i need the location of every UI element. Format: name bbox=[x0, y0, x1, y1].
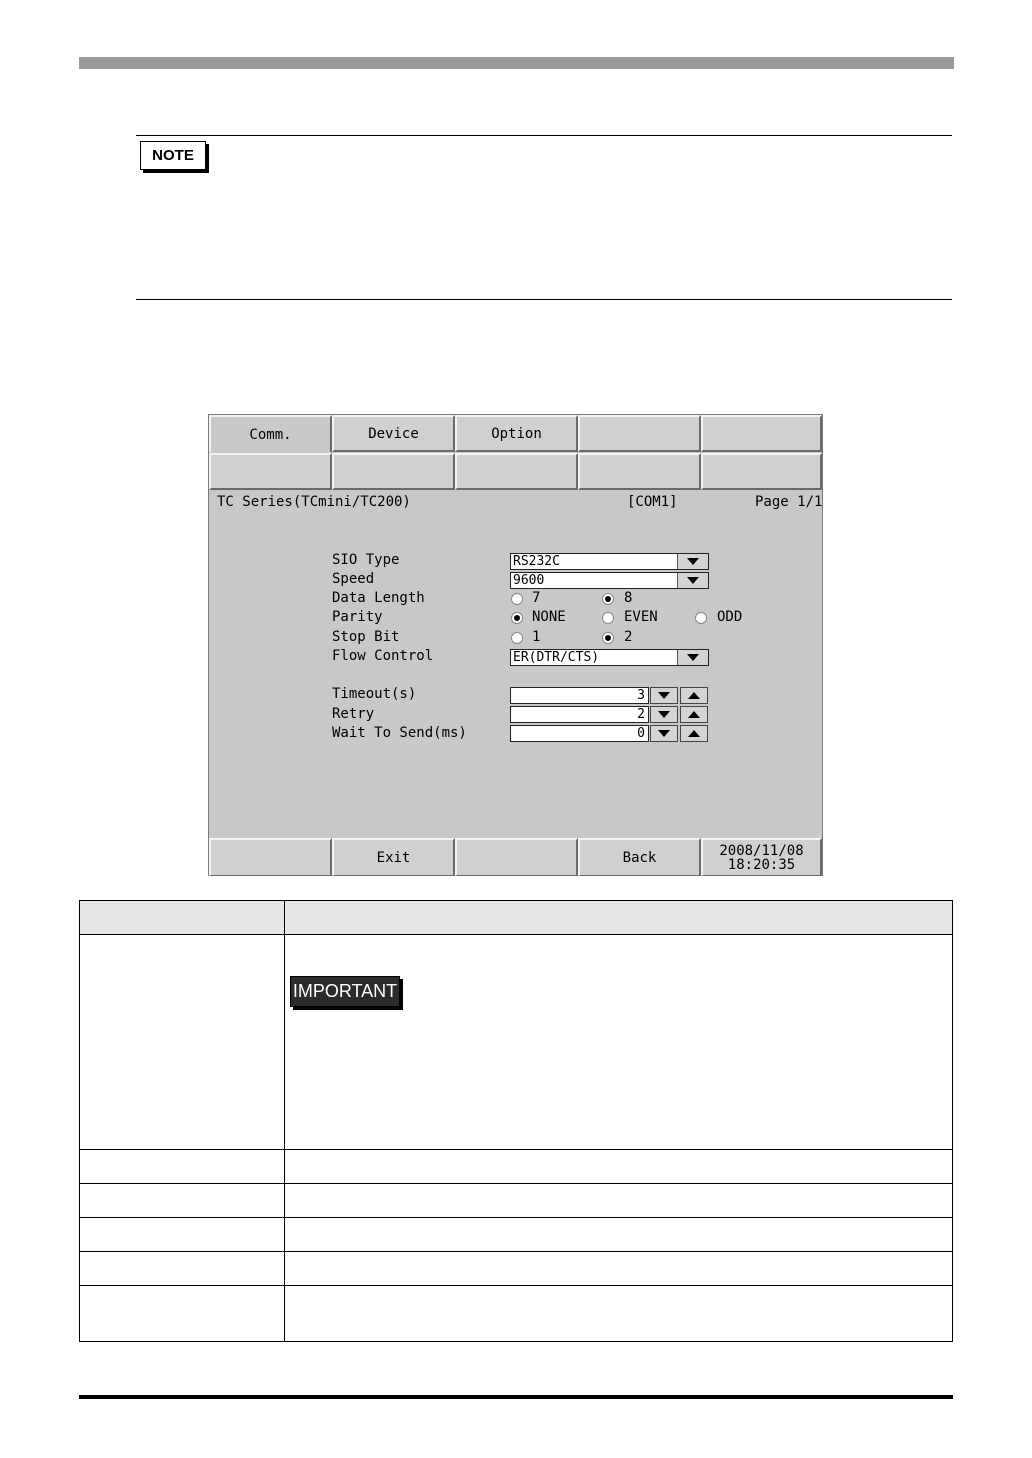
table-header-cell bbox=[80, 901, 285, 935]
back-button[interactable]: Back bbox=[578, 838, 701, 876]
header-rule bbox=[79, 57, 954, 69]
tab-comm[interactable]: Comm. bbox=[209, 415, 332, 452]
retry-decrement[interactable] bbox=[650, 706, 678, 723]
arrow-down-icon bbox=[658, 692, 670, 699]
table-cell bbox=[80, 935, 285, 1150]
data-length-label: Data Length bbox=[332, 590, 425, 606]
sio-type-label: SIO Type bbox=[332, 552, 400, 568]
stop-bit-2-label: 2 bbox=[624, 629, 633, 645]
table-cell bbox=[285, 1184, 953, 1218]
table-cell bbox=[80, 1286, 285, 1342]
retry-label: Retry bbox=[332, 706, 375, 722]
note-badge: NOTE bbox=[140, 141, 206, 170]
timeout-increment[interactable] bbox=[680, 687, 708, 704]
datetime-display bbox=[701, 838, 822, 876]
data-length-7-label: 7 bbox=[532, 590, 541, 606]
table-cell bbox=[285, 1218, 953, 1252]
table-header-row bbox=[80, 901, 953, 935]
arrow-up-icon bbox=[688, 692, 700, 699]
important-badge: IMPORTANT bbox=[290, 976, 400, 1007]
arrow-down-icon bbox=[658, 730, 670, 737]
table-row bbox=[80, 1286, 953, 1342]
speed-select[interactable] bbox=[510, 572, 709, 589]
table-cell bbox=[80, 1184, 285, 1218]
date-text: 2008/11/08 bbox=[719, 842, 804, 859]
flow-control-value: ER(DTR/CTS) bbox=[513, 650, 600, 665]
sio-type-value: RS232C bbox=[513, 554, 560, 569]
tab-row2-3[interactable] bbox=[455, 453, 578, 490]
tab-row2-2[interactable] bbox=[332, 453, 455, 490]
tab-row2-4[interactable] bbox=[578, 453, 701, 490]
tab-option[interactable]: Option bbox=[455, 415, 578, 452]
tab-device[interactable]: Device bbox=[332, 415, 455, 452]
footer-button-empty-3[interactable] bbox=[455, 838, 578, 876]
timeout-input[interactable]: 3 bbox=[510, 687, 649, 704]
wait-to-send-input[interactable]: 0 bbox=[510, 725, 649, 742]
note-top-rule bbox=[136, 135, 952, 136]
speed-label: Speed bbox=[332, 571, 375, 587]
chevron-down-icon[interactable] bbox=[677, 573, 708, 588]
table-cell bbox=[285, 1252, 953, 1286]
table-cell bbox=[80, 1218, 285, 1252]
wait-to-send-decrement[interactable] bbox=[650, 725, 678, 742]
table-cell bbox=[285, 1286, 953, 1342]
retry-increment[interactable] bbox=[680, 706, 708, 723]
data-length-8-label: 8 bbox=[624, 590, 633, 606]
tab-empty-4[interactable] bbox=[578, 415, 701, 452]
arrow-up-icon bbox=[688, 730, 700, 737]
hmi-settings-screen bbox=[208, 414, 823, 876]
screen-title: TC Series(TCmini/TC200) bbox=[217, 494, 411, 510]
footer-rule bbox=[79, 1395, 953, 1399]
parity-none-label: NONE bbox=[532, 609, 566, 625]
table-row bbox=[80, 1252, 953, 1286]
speed-value: 9600 bbox=[513, 573, 545, 588]
stop-bit-1-label: 1 bbox=[532, 629, 541, 645]
table-row bbox=[80, 1184, 953, 1218]
table-row bbox=[80, 935, 953, 1150]
parity-odd-radio[interactable] bbox=[695, 612, 707, 624]
stop-bit-label: Stop Bit bbox=[332, 629, 400, 645]
note-bottom-rule bbox=[136, 299, 952, 300]
exit-button[interactable]: Exit bbox=[332, 838, 455, 876]
parity-none-radio[interactable] bbox=[511, 612, 523, 624]
parity-even-radio[interactable] bbox=[602, 612, 614, 624]
data-length-8-radio[interactable] bbox=[602, 593, 614, 605]
table-cell bbox=[285, 1150, 953, 1184]
stop-bit-2-radio[interactable] bbox=[602, 632, 614, 644]
timeout-label: Timeout(s) bbox=[332, 686, 417, 702]
retry-input[interactable]: 2 bbox=[510, 706, 649, 723]
time-text: 18:20:35 bbox=[727, 856, 796, 873]
parity-odd-label: ODD bbox=[717, 609, 743, 625]
chevron-down-icon[interactable] bbox=[677, 554, 708, 569]
flow-control-select[interactable] bbox=[510, 649, 709, 666]
wait-to-send-increment[interactable] bbox=[680, 725, 708, 742]
table-row bbox=[80, 1150, 953, 1184]
tab-empty-5[interactable] bbox=[701, 415, 822, 452]
wait-to-send-label: Wait To Send(ms) bbox=[332, 725, 467, 741]
chevron-down-icon[interactable] bbox=[677, 650, 708, 665]
table-header-cell bbox=[285, 901, 953, 935]
settings-table bbox=[79, 900, 953, 1342]
tab-row2-1[interactable] bbox=[209, 453, 332, 490]
timeout-decrement[interactable] bbox=[650, 687, 678, 704]
page-indicator: Page 1/1 bbox=[755, 494, 823, 510]
tab-row2-5[interactable] bbox=[701, 453, 822, 490]
arrow-up-icon bbox=[688, 711, 700, 718]
data-length-7-radio[interactable] bbox=[511, 593, 523, 605]
table-cell bbox=[80, 1252, 285, 1286]
sio-type-select[interactable] bbox=[510, 553, 709, 570]
parity-label: Parity bbox=[332, 609, 383, 625]
footer-button-empty-1[interactable] bbox=[209, 838, 332, 876]
table-cell bbox=[285, 935, 953, 1150]
parity-even-label: EVEN bbox=[624, 609, 658, 625]
stop-bit-1-radio[interactable] bbox=[511, 632, 523, 644]
table-row bbox=[80, 1218, 953, 1252]
port-label: [COM1] bbox=[627, 494, 678, 510]
arrow-down-icon bbox=[658, 711, 670, 718]
flow-control-label: Flow Control bbox=[332, 648, 434, 664]
table-cell bbox=[80, 1150, 285, 1184]
